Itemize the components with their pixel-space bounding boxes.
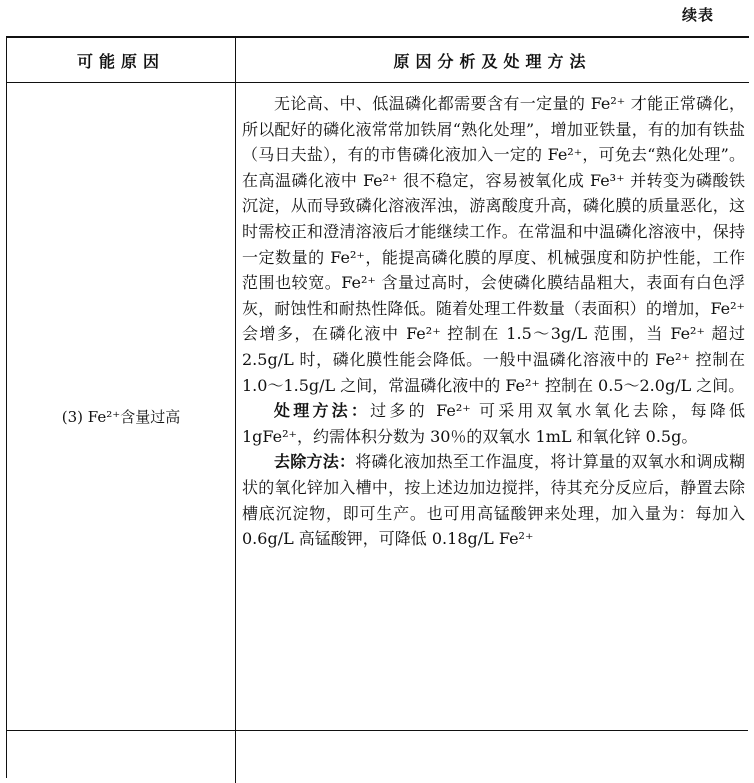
cause-cell <box>7 83 236 783</box>
header-possible-cause: 可能原因 <box>7 38 236 82</box>
removal-paragraph <box>242 449 745 551</box>
treatment-text: 过多的 Fe²⁺ 可采用双氧水氧化去除，每降低 1gFe²⁺，约需体积分数为 30％的双氧水 1mL 和氧化锌 0.5g。 <box>242 401 745 446</box>
table-header-row <box>7 38 749 83</box>
treatment-label: 处理方法： <box>274 401 371 421</box>
removal-text: 将磷化液加热至工作温度，将计算量的双氧水和调成糊状的氧化锌加入槽中，按上述边加边搅拌，待其充分反应后，静置去除槽底沉淀物，即可生产。也可用高锰酸钾来处理，加入量为：每加入 0.6g/L 高锰酸钾，可降低 0.18g/L Fe²⁺ <box>242 452 745 549</box>
table-bottom-divider <box>6 730 748 731</box>
cause-analysis-table <box>6 36 749 778</box>
removal-label: 去除方法： <box>274 452 356 472</box>
table-row <box>7 83 749 783</box>
treatment-paragraph <box>242 398 745 449</box>
analysis-cell <box>236 83 749 783</box>
analysis-paragraph: 无论高、中、低温磷化都需要含有一定量的 Fe²⁺ 才能正常磷化，所以配好的磷化液常常加铁屑“熟化处理”，增加亚铁量，有的加有铁盐（马日夫盐），有的市售磷化液加入一定的 Fe²⁺，可免去“熟化处理”。在高温磷化液中 Fe²⁺ 很不稳定，容易被氧化成 Fe³⁺ 并转变为磷酸铁沉淀，从而导致磷化溶液浑浊，游离酸度升高，磷化膜的质量恶化，这时需校正和澄清溶液后才能继续工作。在常温和中温磷化溶液中，保持一定数量的 Fe²⁺，能提高磷化膜的厚度、机械强度和防护性能，工作范围也较宽。Fe²⁺ 含量过高时，会使磷化膜结晶粗大，表面有白色浮灰，耐蚀性和耐热性降低。随着处理工件数量（表面积）的增加，Fe²⁺ 会增多，在磷化液中 Fe²⁺ 控制在 1.5～3g/L 范围，当 Fe²⁺ 超过 2.5g/L 时，磷化膜性能会降低。一般中温磷化溶液中的 Fe²⁺ 控制在 1.0～1.5g/L 之间，常温磷化液中的 Fe²⁺ 控制在 0.5～2.0g/L 之间。 <box>242 94 745 395</box>
cause-text: (3) Fe²⁺含量过高 <box>61 408 181 426</box>
continued-table-label: 续表 <box>681 6 714 24</box>
header-analysis-and-treatment: 原因分析及处理方法 <box>393 51 592 71</box>
